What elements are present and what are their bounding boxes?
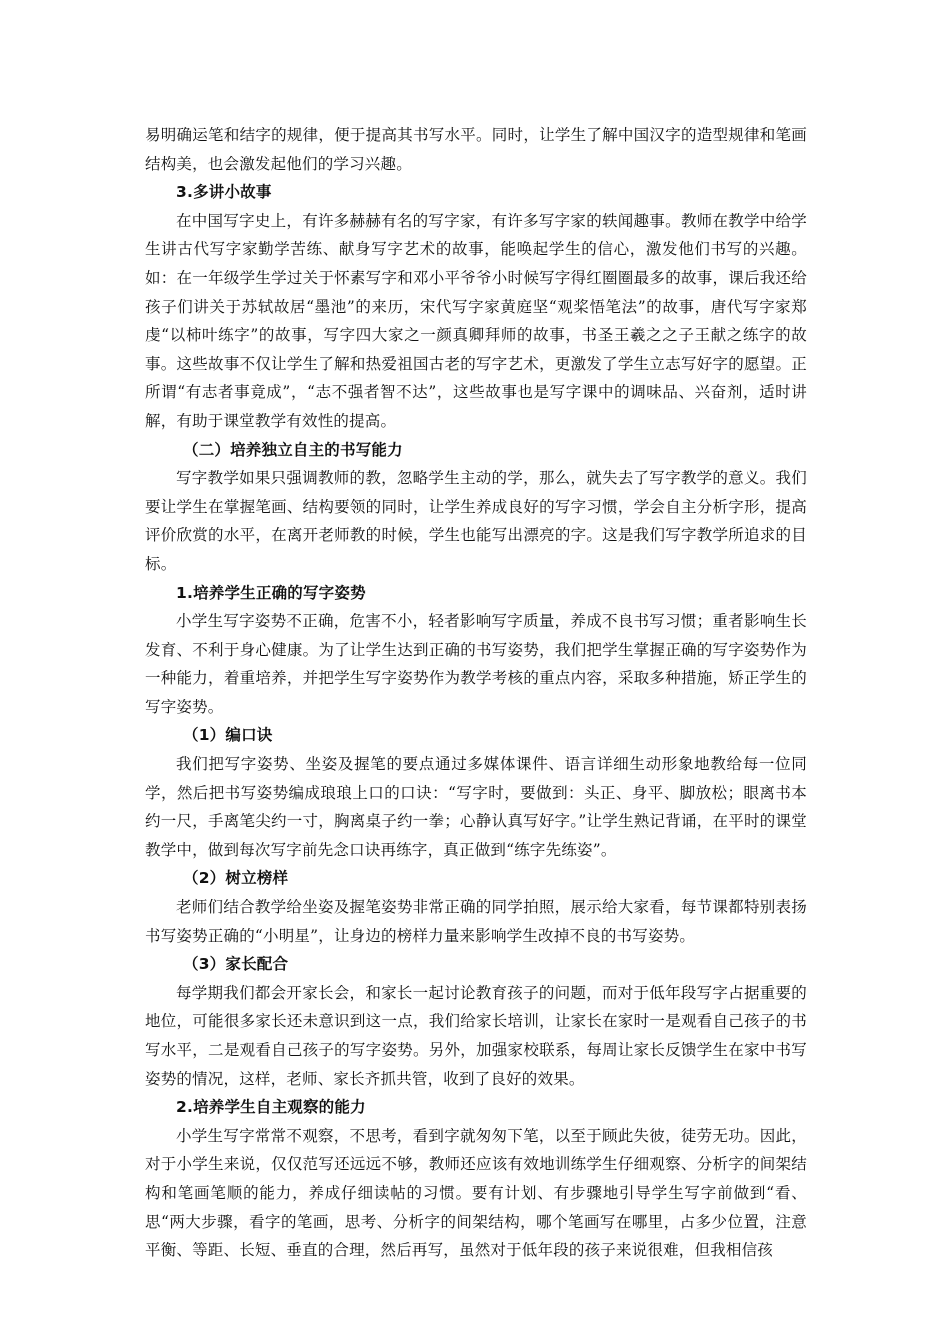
heading-more-stories: 3.多讲小故事 — [176, 183, 272, 202]
heading-correct-posture: 1.培养学生正确的写字姿势 — [176, 583, 366, 602]
paragraph-mnemonic: 我们把写字姿势、坐姿及握笔的要点通过多媒体课件、语言详细生动形象地教给每一位同学，然后把书写姿势编成琅琅上口的口诀：“写字时，要做到：头正、身平、脚放松；眼离书本约一尺，手离笔尖约一寸，胸离桌子约一拳；心静认真写好字。”让学生熟记背诵，在平时的课堂教学中，做到每次写字前先念口诀再练字，真正做到“练字先练姿”。 — [145, 755, 807, 859]
paragraph-correct-posture: 小学生写字姿势不正确，危害不小，轻者影响写字质量，养成不良书写习惯；重者影响生长发育、不利于身心健康。为了让学生达到正确的书写姿势，我们把学生掌握正确的写字姿势作为一种能力，着重培养，并把学生写字姿势作为教学考核的重点内容，采取多种措施，矫正学生的写字姿势。 — [145, 612, 807, 716]
paragraph-independent-writing: 写字教学如果只强调教师的教，忽略学生主动的学，那么，就失去了写字教学的意义。我们要让学生在掌握笔画、结构要领的同时，让学生养成良好的写字习惯，学会自主分析字形，提高评价欣赏的水平，在离开老师教的时候，学生也能写出漂亮的字。这是我们写字教学所追求的目标。 — [145, 469, 807, 573]
paragraph-intro: 易明确运笔和结字的规律，便于提高其书写水平。同时，让学生了解中国汉字的造型规律和笔画结构美，也会激发起他们的学习兴趣。 — [145, 126, 807, 173]
paragraph-stories: 在中国写字史上，有许多赫赫有名的写字家，有许多写字家的轶闻趣事。教师在教学中给学生讲古代写字家勤学苦练、献身写字艺术的故事，能唤起学生的信心，激发他们书写的兴趣。如：在一年级学生学过关于怀素写字和邓小平爷爷小时候写字得红圈圈最多的故事，课后我还给孩子们讲关于苏轼故居“墨池”的来历，宋代写字家黄庭坚“观桨悟笔法”的故事，唐代写字家郑虔“以柿叶练字”的故事，写字四大家之一颜真卿拜师的故事，书圣王羲之之子王献之练字的故事。这些故事不仅让学生了解和热爱祖国古老的写字艺术，更激发了学生立志写好字的愿望。正所谓“有志者事竟成”，“志不强者智不达”，这些故事也是写字课中的调味品、兴奋剂，适时讲解，有助于课堂教学有效性的提高。 — [145, 211, 807, 430]
document-page — [145, 121, 807, 1265]
heading-observation: 2.培养学生自主观察的能力 — [176, 1098, 366, 1117]
heading-role-model: （2）树立榜样 — [183, 869, 289, 888]
heading-mnemonic: （1）编口诀 — [183, 726, 273, 745]
heading-independent-writing: （二）培养独立自主的书写能力 — [183, 440, 403, 459]
paragraph-observation: 小学生写字常常不观察，不思考，看到字就匆匆下笔，以至于顾此失彼，徒劳无功。因此，对于小学生来说，仅仅范写还远远不够，教师还应该有效地训练学生仔细观察、分析字的间架结构和笔画笔顺的能力，养成仔细读帖的习惯。要有计划、有步骤地引导学生写字前做到“看、思“两大步骤，看字的笔画，思考、分析字的间架结构，哪个笔画写在哪里，占多少位置，注意平衡、等距、长短、垂直的合理，然后再写，虽然对于低年段的孩子来说很难，但我相信孩 — [145, 1126, 807, 1260]
heading-parent-cooperation: （3）家长配合 — [183, 955, 289, 974]
paragraph-parent-cooperation: 每学期我们都会开家长会，和家长一起讨论教育孩子的问题，而对于低年段写字占据重要的地位，可能很多家长还未意识到这一点，我们给家长培训，让家长在家时一是观看自己孩子的书写水平，二是观看自己孩子的写字姿势。另外，加强家校联系，每周让家长反馈学生在家中书写姿势的情况，这样，老师、家长齐抓共管，收到了良好的效果。 — [145, 983, 807, 1088]
paragraph-role-model: 老师们结合教学给坐姿及握笔姿势非常正确的同学拍照，展示给大家看，每节课都特别表扬书写姿势正确的“小明星”，让身边的榜样力量来影响学生改掉不良的书写姿势。 — [145, 898, 807, 945]
